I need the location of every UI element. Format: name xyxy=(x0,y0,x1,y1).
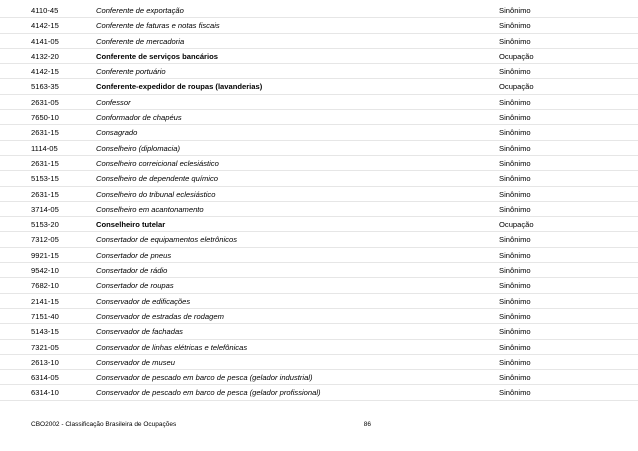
occupation-code: 9921-15 xyxy=(31,250,59,260)
table-row xyxy=(0,156,638,171)
occupation-type: Ocupação xyxy=(499,82,534,92)
occupation-code: 7682-10 xyxy=(31,281,59,291)
table-row xyxy=(0,171,638,186)
occupation-code: 4132-20 xyxy=(31,51,59,61)
table-row xyxy=(0,49,638,64)
occupation-title: Conselheiro (diplomacia) xyxy=(96,143,180,153)
occupation-title: Conservador de linhas elétricas e telefônicas xyxy=(96,342,248,352)
table-row xyxy=(0,79,638,94)
occupation-type: Sinônimo xyxy=(499,158,531,168)
occupation-code: 4110-45 xyxy=(31,6,59,15)
occupation-table xyxy=(0,3,638,401)
occupation-type: Sinônimo xyxy=(499,373,531,383)
occupation-type: Ocupação xyxy=(499,220,534,230)
occupation-type: Sinônimo xyxy=(499,388,531,398)
occupation-type: Sinônimo xyxy=(499,128,531,138)
occupation-type: Sinônimo xyxy=(499,342,531,352)
table-row xyxy=(0,34,638,49)
occupation-type: Sinônimo xyxy=(499,6,531,15)
occupation-title: Conselheiro correicional eclesiástico xyxy=(96,158,219,168)
occupation-type: Sinônimo xyxy=(499,67,531,77)
occupation-title: Conservador de edificações xyxy=(96,296,191,306)
table-row xyxy=(0,217,638,232)
occupation-code: 4142-15 xyxy=(31,21,59,31)
occupation-title: Consertador de roupas xyxy=(96,281,174,291)
occupation-code: 5153-20 xyxy=(31,220,59,230)
occupation-type: Sinônimo xyxy=(499,250,531,260)
occupation-type: Sinônimo xyxy=(499,113,531,123)
occupation-type: Sinônimo xyxy=(499,189,531,199)
occupation-title: Conservador de pescado em barco de pesca (gelador industrial) xyxy=(96,373,313,383)
occupation-title: Confessor xyxy=(96,97,131,107)
occupation-title: Conservador de estradas de rodagem xyxy=(96,311,224,321)
table-row xyxy=(0,340,638,355)
occupation-code: 6314-05 xyxy=(31,373,59,383)
occupation-code: 4141-05 xyxy=(31,36,59,46)
table-row xyxy=(0,64,638,79)
occupation-type: Sinônimo xyxy=(499,174,531,184)
occupation-title: Consertador de pneus xyxy=(96,250,172,260)
occupation-code: 5163-35 xyxy=(31,82,59,92)
occupation-type: Sinônimo xyxy=(499,266,531,276)
occupation-code: 2631-15 xyxy=(31,158,59,168)
occupation-type: Sinônimo xyxy=(499,21,531,31)
occupation-title: Conselheiro de dependente químico xyxy=(96,174,219,184)
table-row xyxy=(0,309,638,324)
occupation-title: Conferente portuário xyxy=(96,67,166,77)
occupation-type: Sinônimo xyxy=(499,311,531,321)
occupation-type: Ocupação xyxy=(499,51,534,61)
occupation-code: 1114-05 xyxy=(31,143,58,153)
table-row xyxy=(0,355,638,370)
occupation-code: 2631-15 xyxy=(31,128,59,138)
table-row xyxy=(0,263,638,278)
occupation-code: 7321-05 xyxy=(31,342,59,352)
occupation-code: 4142-15 xyxy=(31,67,59,77)
page-number: 86 xyxy=(363,421,371,428)
table-row xyxy=(0,3,638,18)
occupation-code: 3714-05 xyxy=(31,204,59,214)
table-row xyxy=(0,370,638,385)
occupation-title: Conferente de faturas e notas fiscais xyxy=(96,21,220,31)
occupation-type: Sinônimo xyxy=(499,97,531,107)
table-row xyxy=(0,248,638,263)
footer-title: CBO2002 - Classificação Brasileira de Ocupações xyxy=(31,421,177,428)
occupation-title: Conselheiro tutelar xyxy=(96,220,166,230)
occupation-code: 9542-10 xyxy=(31,266,59,276)
occupation-code: 7312-05 xyxy=(31,235,59,245)
occupation-title: Conservador de museu xyxy=(96,357,175,367)
table-row xyxy=(0,95,638,110)
occupation-code: 5153-15 xyxy=(31,174,59,184)
occupation-title: Consagrado xyxy=(96,128,138,138)
occupation-type: Sinônimo xyxy=(499,296,531,306)
occupation-code: 2613-10 xyxy=(31,357,59,367)
table-row xyxy=(0,125,638,140)
occupation-type: Sinônimo xyxy=(499,281,531,291)
table-row xyxy=(0,294,638,309)
occupation-title: Conselheiro do tribunal eclesiástico xyxy=(96,189,216,199)
occupation-title: Conservador de pescado em barco de pesca (gelador profissional) xyxy=(96,388,321,398)
occupation-title: Conformador de chapéus xyxy=(96,113,182,123)
occupation-title: Conselheiro em acantonamento xyxy=(96,204,204,214)
occupation-type: Sinônimo xyxy=(499,235,531,245)
occupation-type: Sinônimo xyxy=(499,143,531,153)
occupation-code: 7650-10 xyxy=(31,113,59,123)
occupation-code: 2141-15 xyxy=(31,296,59,306)
occupation-title: Consertador de rádio xyxy=(96,266,168,276)
table-row xyxy=(0,202,638,217)
occupation-type: Sinônimo xyxy=(499,36,531,46)
table-row xyxy=(0,141,638,156)
table-row xyxy=(0,278,638,293)
table-row xyxy=(0,232,638,247)
occupation-title: Conservador de fachadas xyxy=(96,327,183,337)
occupation-title: Conferente de exportação xyxy=(96,6,184,15)
occupation-code: 5143-15 xyxy=(31,327,59,337)
occupation-type: Sinônimo xyxy=(499,357,531,367)
occupation-code: 2631-05 xyxy=(31,97,59,107)
occupation-code: 2631-15 xyxy=(31,189,59,199)
table-row xyxy=(0,385,638,400)
table-row xyxy=(0,187,638,202)
occupation-code: 6314-10 xyxy=(31,388,59,398)
table-row xyxy=(0,110,638,125)
occupation-title: Conferente de mercadoria xyxy=(96,36,185,46)
occupation-type: Sinônimo xyxy=(499,204,531,214)
occupation-title: Conferente-expedidor de roupas (lavanderias) xyxy=(96,82,263,92)
table-row xyxy=(0,18,638,33)
occupation-type: Sinônimo xyxy=(499,327,531,337)
table-row xyxy=(0,324,638,339)
occupation-title: Conferente de serviços bancários xyxy=(96,51,218,61)
occupation-title: Consertador de equipamentos eletrônicos xyxy=(96,235,237,245)
occupation-code: 7151-40 xyxy=(31,311,59,321)
